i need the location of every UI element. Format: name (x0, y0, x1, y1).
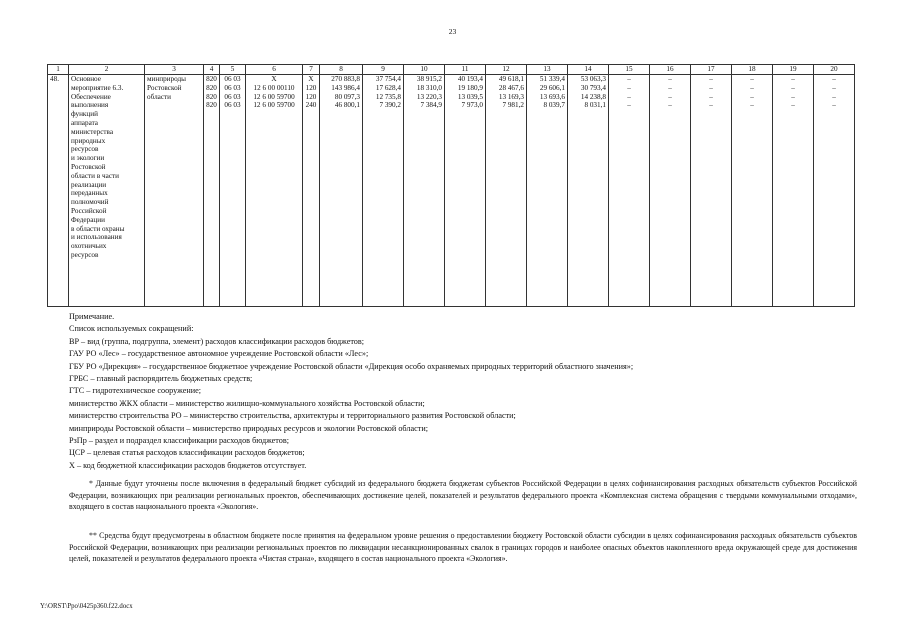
cell-value: 13 220,3 (416, 92, 442, 101)
activity-name (69, 75, 145, 307)
cell-value: 12 6 00 59700 (253, 92, 295, 101)
cell-value: 7 384,9 (420, 101, 442, 110)
cell-value: 46 800,1 (334, 101, 360, 110)
cell-value: – (750, 92, 754, 101)
header-cell: 2 (69, 65, 145, 75)
total-cell (320, 75, 363, 307)
year-value-cell (363, 75, 404, 307)
note-line: министерство строительства РО – министерство строительства, архитектуры и территориального развития Ростовской области; (69, 411, 516, 421)
grbs-cell (204, 75, 220, 307)
activity-name-line: переданных (71, 189, 108, 198)
cell-value: 37 754,4 (375, 75, 401, 83)
header-cell: 8 (320, 65, 363, 75)
header-cell: 12 (486, 65, 527, 75)
cell-value: 13 169,3 (498, 92, 524, 101)
activity-name-line: ресурсов (71, 250, 99, 259)
note-line: министерство ЖКХ области – министерство жилищно-коммунального хозяйства Ростовской области; (69, 398, 425, 408)
cell-value: 13 693,6 (539, 92, 565, 101)
page-number: 23 (448, 27, 457, 36)
header-cell: 3 (145, 65, 204, 75)
note-line: минприроды Ростовской области – министерство природных ресурсов и экологии Ростовской области; (69, 423, 428, 433)
year-value-cell (527, 75, 568, 307)
cell-value: 18 310,0 (416, 83, 442, 92)
activity-name-line: и экологии (71, 154, 105, 163)
cell-value: 19 180,9 (457, 83, 483, 92)
note-line: Примечание. (69, 312, 115, 321)
year-value-cell (609, 75, 650, 307)
activity-name-line: выполнения (71, 101, 109, 110)
cell-value: – (668, 101, 672, 110)
header-cell: 10 (404, 65, 445, 75)
cell-value: – (750, 101, 754, 110)
row-number: 48. (48, 75, 69, 307)
activity-name-line: мероприятие 6.3. (71, 83, 124, 92)
executor-line: минприроды (147, 75, 186, 83)
cell-value: 7 973,0 (461, 101, 483, 110)
cell-value: 12 735,8 (375, 92, 401, 101)
activity-name-line: в области охраны (71, 224, 125, 233)
cell-value: 49 618,1 (498, 75, 524, 83)
cell-value: 28 467,6 (498, 83, 524, 92)
header-cell: 9 (363, 65, 404, 75)
file-path: Y:\ORST\Ppo\0425p360.f22.docx (40, 603, 133, 610)
cell-value: 53 063,3 (580, 75, 606, 83)
cell-value: 143 986,4 (331, 83, 360, 92)
year-value-cell (691, 75, 732, 307)
header-cell: 16 (650, 65, 691, 75)
activity-name-line: Основное (71, 75, 101, 83)
note-line: ГРБС – главный распорядитель бюджетных средств; (69, 374, 253, 384)
cell-value: 120 (305, 92, 317, 101)
header-cell: 5 (220, 65, 246, 75)
year-value-cell (732, 75, 773, 307)
activity-name-line: и использования (71, 233, 122, 242)
footnote-text: ** Средства будут предусмотрены в областном бюджете после принятия на федеральном уровне решения о предоставлении бюджету Ростовской области субсидии в целях софинансирования расходных обязательств субъектов Российской Федерации, возникающих при реализации региональных проектов по ликвидации несанкционированных свалок в границах городов и наиболее опасных объектов накопленного вреда окружающей среде для достижения целей, показателей и результатов федерального проекта «Чистая страна», входящего в состав национального проекта «Экология». (69, 531, 857, 564)
table-header-row (48, 65, 855, 75)
cell-value: – (791, 83, 795, 92)
cell-value: 17 628,4 (375, 83, 401, 92)
activity-name-line: полномочий (71, 198, 109, 207)
year-value-cell (404, 75, 445, 307)
table-row (48, 75, 855, 307)
activity-name-line: Обеспечение (71, 92, 111, 101)
activity-name-line: реализации (71, 180, 107, 189)
cell-value: – (832, 92, 836, 101)
rzpr-cell (220, 75, 246, 307)
budget-table (47, 64, 855, 307)
year-value-cell (568, 75, 609, 307)
cell-value: 12 6 00 00110 (253, 83, 295, 92)
cell-value: 820 (206, 92, 217, 101)
activity-name-line: области в части (71, 171, 119, 180)
cell-value: – (832, 101, 836, 110)
note-line: ГАУ РО «Лес» – государственное автономное учреждение Ростовской области «Лес»; (69, 349, 369, 359)
activity-name-line: аппарата (71, 118, 98, 127)
year-value-cell (486, 75, 527, 307)
cell-value: – (750, 83, 754, 92)
header-cell: 17 (691, 65, 732, 75)
cell-value: – (627, 92, 631, 101)
header-cell: 19 (773, 65, 814, 75)
header-cell: 20 (814, 65, 855, 75)
header-cell: 4 (204, 65, 220, 75)
cell-value: – (627, 83, 631, 92)
activity-name-line: Федерации (71, 215, 105, 224)
footnote-2 (69, 530, 857, 565)
cell-value: – (832, 83, 836, 92)
year-value-cell (773, 75, 814, 307)
note-line: ГБУ РО «Дирекция» – государственное бюджетное учреждение Ростовской области «Дирекция особо охраняемых природных территорий областного значения»; (69, 361, 634, 371)
year-value-cell (445, 75, 486, 307)
cell-value: 06 03 (224, 101, 241, 110)
csr-cell (246, 75, 303, 307)
note-line: Х – код бюджетной классификации расходов бюджетов отсутствует. (69, 460, 307, 470)
notes-section (69, 311, 849, 472)
cell-value: – (709, 75, 713, 83)
executor-line: Ростовской (147, 83, 182, 92)
cell-value: 30 793,4 (580, 83, 606, 92)
cell-value: – (791, 75, 795, 83)
note-line: ЦСР – целевая статья расходов классификации расходов бюджетов; (69, 448, 305, 458)
cell-value: 06 03 (224, 83, 241, 92)
activity-name-line: функций (71, 110, 98, 119)
activity-name-line: Ростовской (71, 162, 106, 171)
cell-value: – (832, 75, 836, 83)
cell-value: 12 6 00 59700 (253, 101, 295, 110)
header-cell: 13 (527, 65, 568, 75)
header-cell: 11 (445, 65, 486, 75)
note-line: ГТС – гидротехническое сооружение; (69, 386, 202, 396)
cell-value: 8 039,7 (543, 101, 565, 110)
executor (145, 75, 204, 307)
cell-value: – (709, 101, 713, 110)
cell-value: 14 238,8 (580, 92, 606, 101)
vr-cell (303, 75, 320, 307)
activity-name-line: природных (71, 136, 106, 145)
cell-value: 40 193,4 (457, 75, 483, 83)
cell-value: 29 606,1 (539, 83, 565, 92)
year-value-cell (650, 75, 691, 307)
cell-value: Х (308, 75, 314, 83)
activity-name-line: Российской (71, 206, 107, 215)
activity-name-line: министерства (71, 127, 114, 136)
cell-value: 820 (206, 101, 217, 110)
cell-value: – (709, 92, 713, 101)
activity-name-line: ресурсов (71, 145, 99, 154)
footnote-1 (69, 478, 857, 513)
note-line: РзПр – раздел и подраздел классификации расходов бюджетов; (69, 436, 290, 446)
cell-value: – (709, 83, 713, 92)
cell-value: 51 339,4 (539, 75, 565, 83)
year-value-cell (814, 75, 855, 307)
cell-value: 13 039,5 (457, 92, 483, 101)
cell-value: 06 03 (224, 92, 241, 101)
cell-value: – (627, 75, 631, 83)
cell-value: – (668, 92, 672, 101)
cell-value: – (668, 83, 672, 92)
cell-value: 8 031,1 (584, 101, 606, 110)
cell-value: 38 915,2 (416, 75, 442, 83)
cell-value: 820 (206, 75, 217, 83)
header-cell: 7 (303, 65, 320, 75)
cell-value: – (627, 101, 631, 110)
cell-value: – (791, 92, 795, 101)
cell-value: 240 (305, 101, 317, 110)
cell-value: 120 (305, 83, 317, 92)
cell-value: 7 981,2 (502, 101, 524, 110)
cell-value: 270 883,8 (331, 75, 360, 83)
executor-line: области (147, 92, 172, 101)
cell-value: – (791, 101, 795, 110)
header-cell: 18 (732, 65, 773, 75)
footnote-text: * Данные будут уточнены после включения в федеральный бюджет субсидий из федерального бюджета бюджетам субъектов Российской Федерации в целях софинансирования расходных обязательств субъектов Российской Федерации, возникающих при реализации региональных проектов, обеспечивающих достижение целей, показателей и результатов федерального проекта «Комплексная система обращения с твердыми коммунальными отходами», входящего в состав национального проекта «Экология». (69, 479, 857, 512)
cell-value: – (750, 75, 754, 83)
header-cell: 6 (246, 65, 303, 75)
cell-value: 820 (206, 83, 217, 92)
note-line: ВР – вид (группа, подгруппа, элемент) расходов классификации расходов бюджетов; (69, 336, 365, 346)
note-line: Список используемых сокращений: (69, 324, 194, 334)
cell-value: 80 097,3 (334, 92, 360, 101)
cell-value: Х (271, 75, 277, 83)
activity-name-line: охотничьих (71, 242, 107, 251)
cell-value: 06 03 (224, 75, 241, 83)
cell-value: – (668, 75, 672, 83)
header-cell: 1 (48, 65, 69, 75)
cell-value: 7 390,2 (379, 101, 401, 110)
header-cell: 14 (568, 65, 609, 75)
header-cell: 15 (609, 65, 650, 75)
